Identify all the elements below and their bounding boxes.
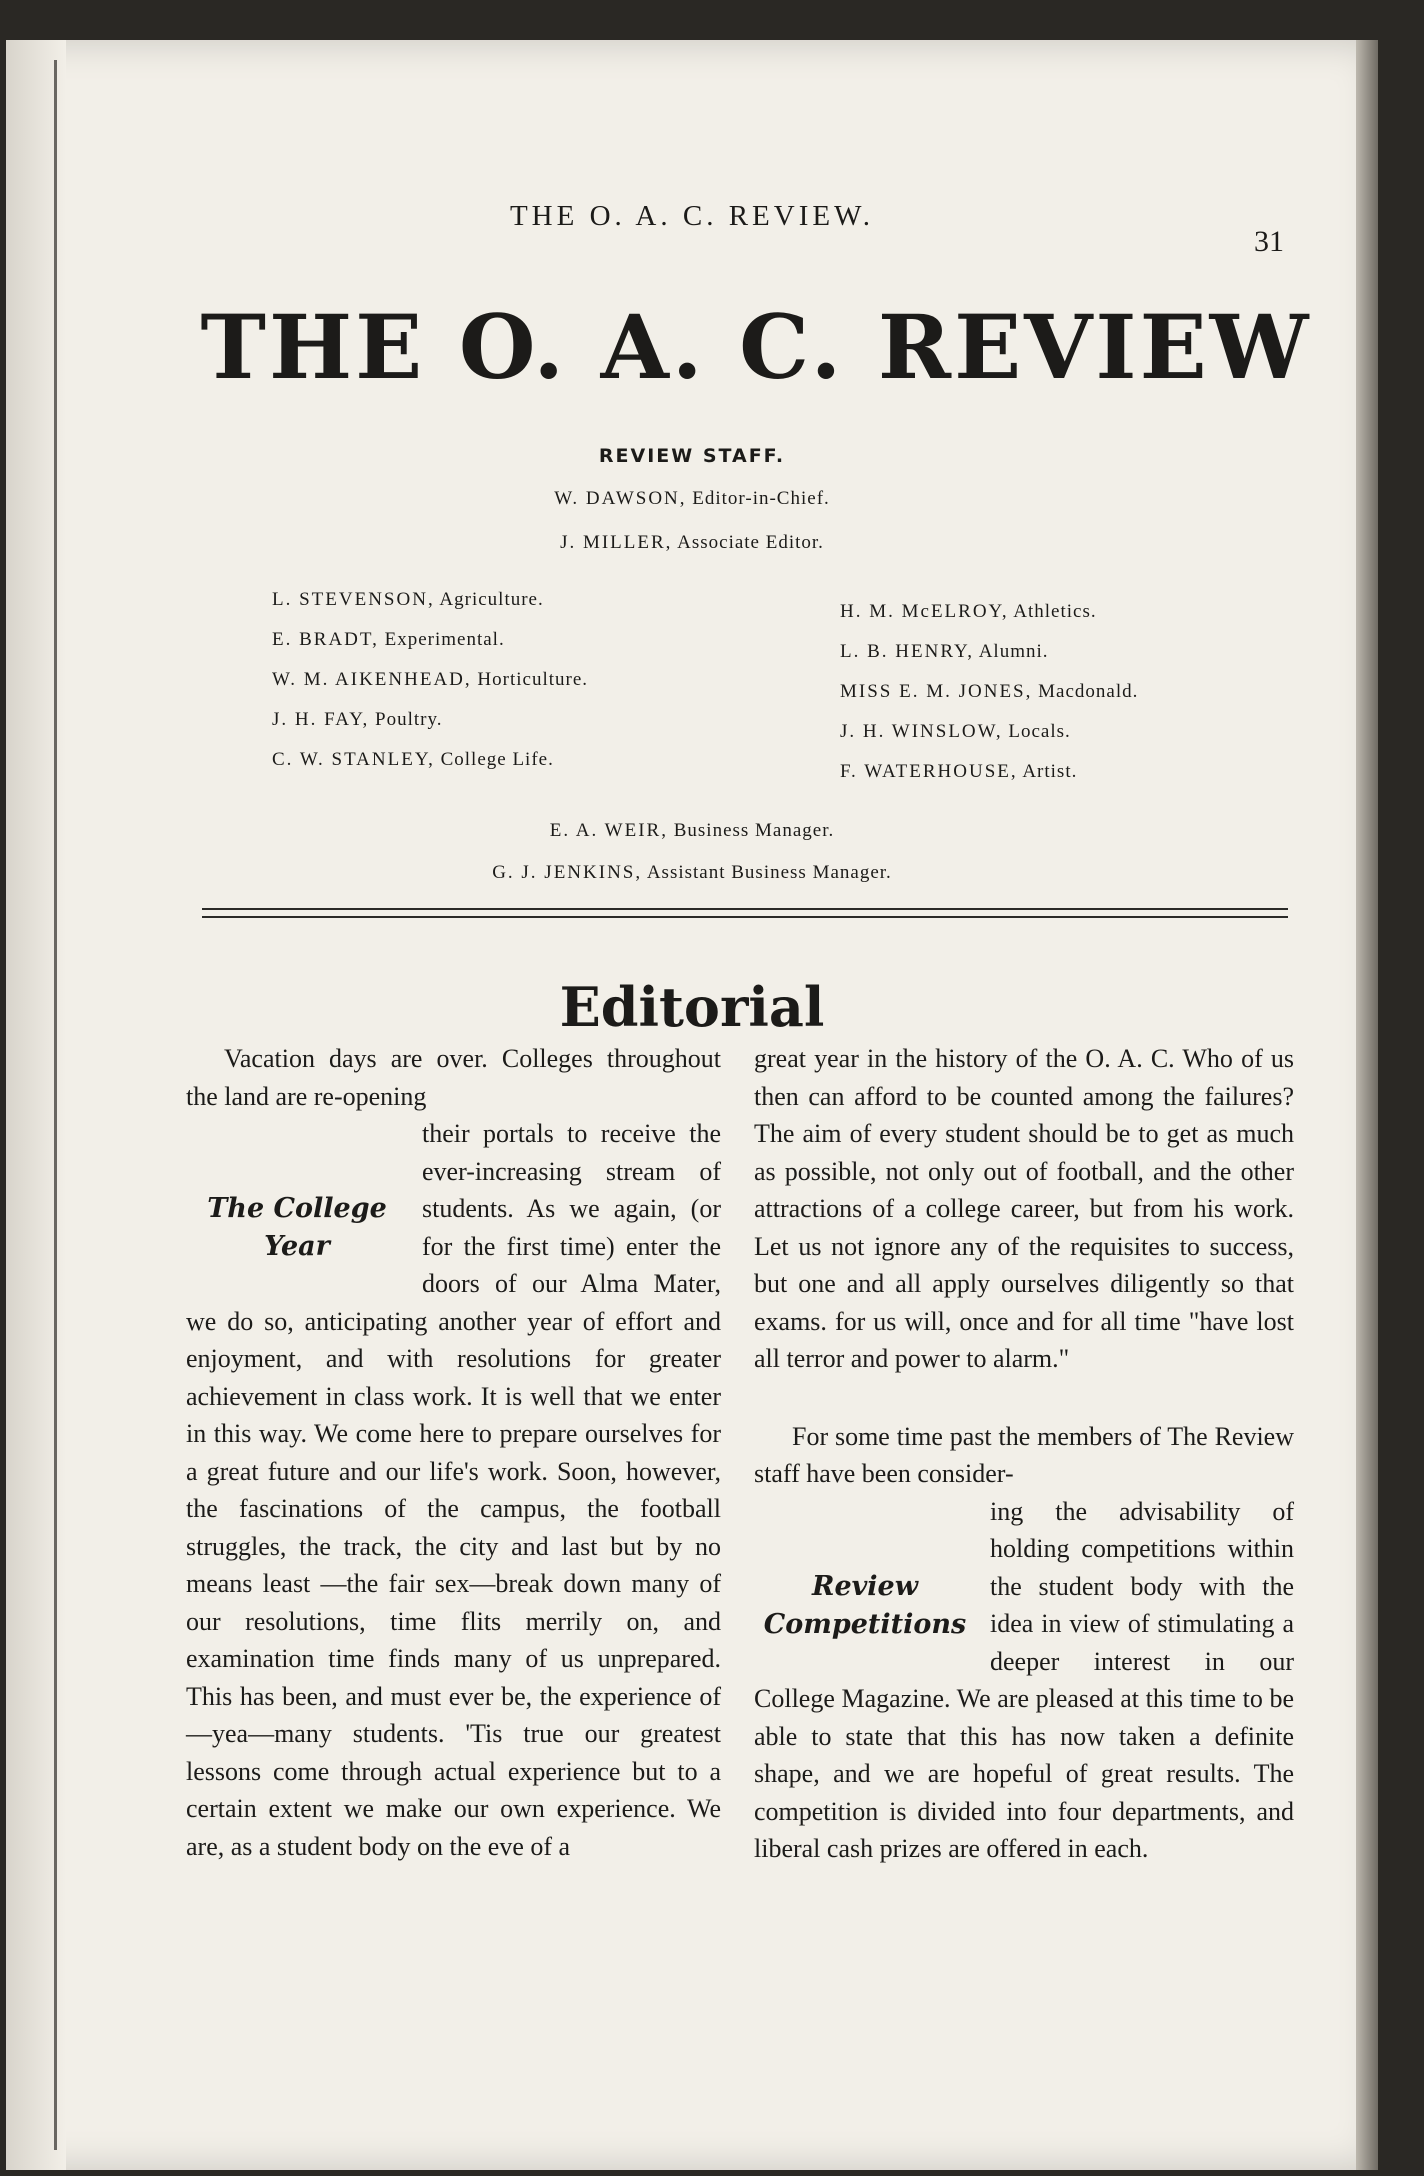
- section-title: Editorial: [559, 975, 825, 1039]
- business-manager: [6, 820, 1378, 842]
- paragraph: their portals to receive the ever-increasing stream of students. As we again, (or for the first time) enter the doors of our Alma Mater, we do so, anticipating another year of effort and enjoyment, and with resolutions for greater achievement in class work. It is well that we enter in this way. We come here to prepare ourselves for a great future and our life's work. Soon, however, the fascinations of the campus, the football struggles, the track, the city and last but by no means least —the fair sex—break down many of our resolutions, time flits merrily on, and examination time finds many of us unprepared. This has been, and must ever be, the experience of—yea—many students. 'Tis true our greatest lessons come through actual experience but to a certain extent we make our own experience. We are, as a student body on the eve of a: [186, 1119, 721, 1861]
- staff-entry: [840, 752, 1138, 792]
- binding-line: [54, 60, 57, 2150]
- staff-role: Agriculture.: [439, 589, 544, 610]
- staff-entry: [272, 700, 588, 740]
- page-number: 31: [1254, 225, 1284, 258]
- staff-name: C. W. STANLEY,: [272, 749, 435, 770]
- editor-in-chief: [6, 488, 1378, 510]
- binding-gutter: [6, 40, 66, 2170]
- paragraph: Vacation days are over. Colleges throughout the land are re-opening: [186, 1044, 721, 1111]
- associate-editor: [6, 532, 1378, 554]
- staff-role: Macdonald.: [1038, 681, 1139, 702]
- staff-entry: [272, 660, 588, 700]
- staff-entry: [840, 712, 1138, 752]
- divider-rule: [202, 916, 1288, 918]
- staff-list-left: [272, 580, 588, 780]
- staff-role: Editor-in-Chief.: [692, 488, 830, 509]
- divider-rule: [202, 908, 1288, 910]
- paragraph: For some time past the members of The Review staff have been consider-: [754, 1421, 1294, 1488]
- column-right: [754, 1040, 1294, 1868]
- staff-name: H. M. McELROY,: [840, 601, 1009, 622]
- column-left: [186, 1040, 721, 1865]
- staff-name: MISS E. M. JONES,: [840, 681, 1033, 702]
- paragraph: ing the advisability of holding competitions within the student body with the idea in view of stimulating a deeper interest in our College Magazine. We are pleased at this time to be able to state that this has now taken a definite shape, and we are hopeful of great results. The competition is divided into four departments, and liberal cash prizes are offered in each.: [754, 1496, 1294, 1863]
- sidehead-college-year: The College Year: [207, 1193, 387, 1262]
- staff-role: Horticulture.: [477, 669, 589, 690]
- staff-name: J. MILLER,: [560, 532, 673, 553]
- paragraph-gap: [754, 1378, 1294, 1418]
- staff-list-right: [840, 592, 1138, 792]
- staff-heading: REVIEW STAFF.: [598, 445, 786, 467]
- staff-name: E. BRADT,: [272, 629, 379, 650]
- staff-role: Poultry.: [375, 709, 443, 730]
- staff-role: Business Manager.: [673, 820, 835, 841]
- staff-role: Athletics.: [1013, 601, 1097, 622]
- staff-name: G. J. JENKINS,: [492, 862, 643, 883]
- staff-entry: [840, 672, 1138, 712]
- staff-role: College Life.: [440, 749, 554, 770]
- staff-role: Artist.: [1022, 761, 1078, 782]
- page-edge: [1356, 40, 1378, 2170]
- staff-role: Alumni.: [978, 641, 1049, 662]
- staff-name: W. DAWSON,: [554, 488, 687, 509]
- assistant-business-manager: [6, 862, 1378, 884]
- staff-role: Experimental.: [384, 629, 505, 650]
- staff-role: Assistant Business Manager.: [646, 862, 892, 883]
- running-head: THE O. A. C. REVIEW.: [509, 200, 875, 232]
- staff-name: J. H. FAY,: [272, 709, 370, 730]
- magazine-page: [6, 40, 1378, 2170]
- staff-role: Associate Editor.: [677, 532, 824, 553]
- staff-name: L. STEVENSON,: [272, 589, 435, 610]
- staff-name: L. B. HENRY,: [840, 641, 974, 662]
- staff-role: Locals.: [1008, 721, 1071, 742]
- staff-entry: [840, 592, 1138, 632]
- staff-entry: [840, 632, 1138, 672]
- staff-entry: [272, 620, 588, 660]
- staff-name: E. A. WEIR,: [549, 820, 668, 841]
- staff-name: W. M. AIKENHEAD,: [272, 669, 472, 690]
- masthead-title: THE O. A. C. REVIEW: [200, 295, 1312, 399]
- staff-name: J. H. WINSLOW,: [840, 721, 1003, 742]
- staff-entry: [272, 740, 588, 780]
- staff-name: F. WATERHOUSE,: [840, 761, 1018, 782]
- sidehead-review-competitions: Review Competitions: [763, 1570, 967, 1640]
- staff-entry: [272, 580, 588, 620]
- paragraph: great year in the history of the O. A. C. Who of us then can afford to be counted among the failures? The aim of every student should be to get as much as possible, not only out of football, and the other attractions of a college career, but from his work. Let us not ignore any of the requisites to success, but one and all apply ourselves diligently so that exams. for us will, once and for all time "have lost all terror and power to alarm.": [754, 1044, 1294, 1373]
